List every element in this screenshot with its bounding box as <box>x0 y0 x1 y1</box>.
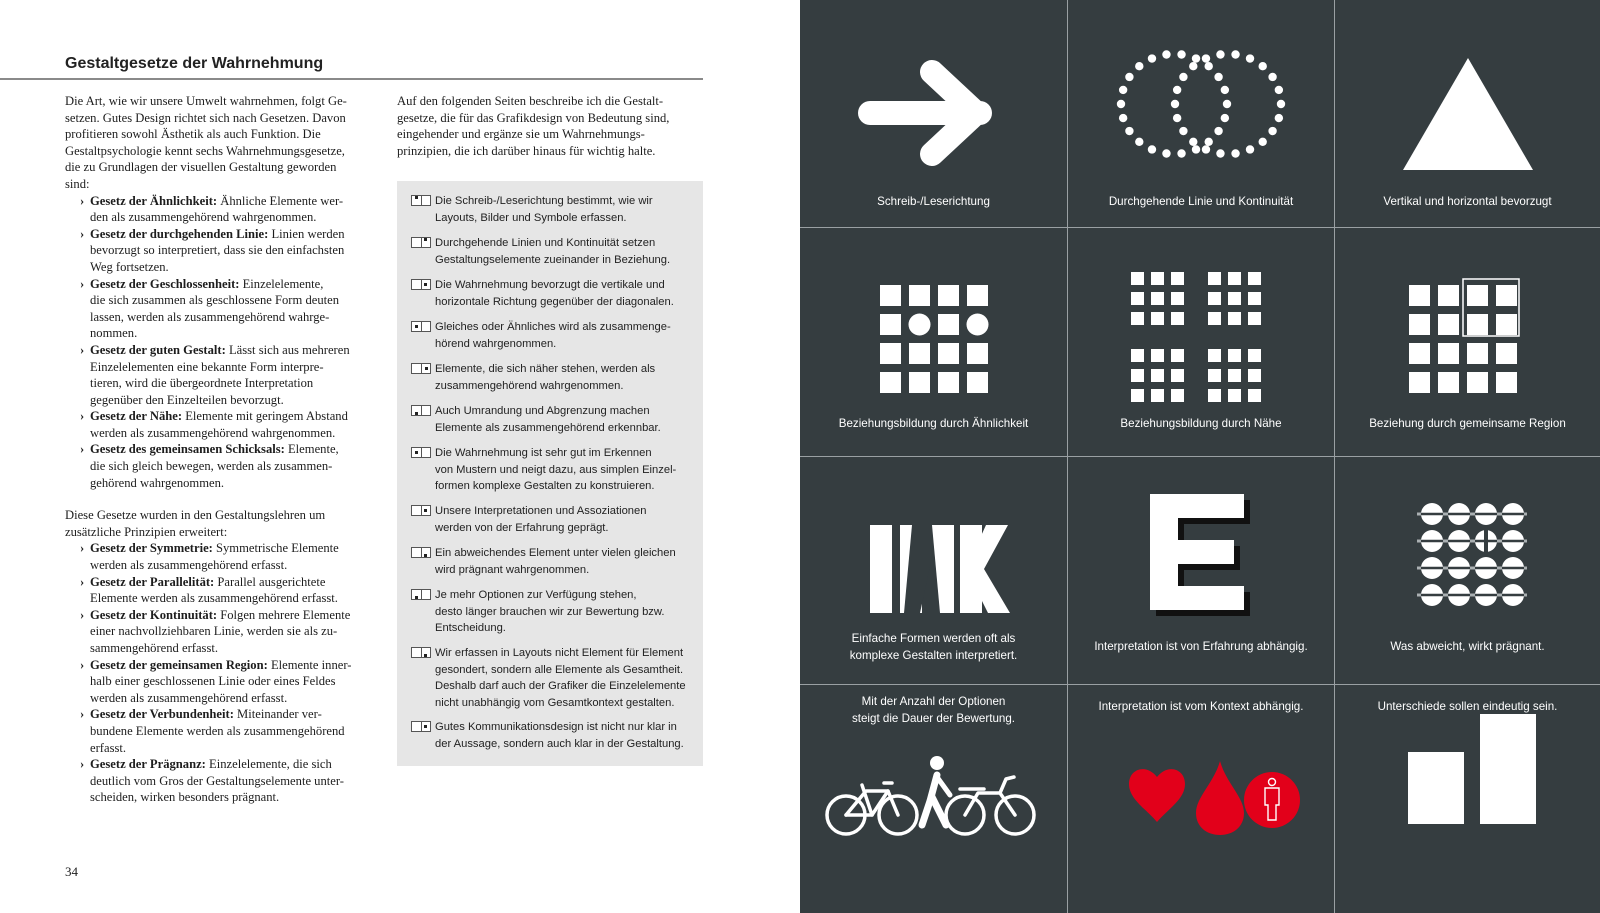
principles-intro: Diese Gesetze wurden in den Gestaltungslehren um zusätzliche Prinzipien erweitert: <box>65 508 326 539</box>
list-item: › Gesetz der Geschlossenheit: Einzelelemente, die sich zusammen als geschlossene Form deuten lassen, werden als zusammengehörend wahrge- nommen. <box>90 276 375 342</box>
proximity-groups-icon <box>1131 272 1261 402</box>
list-item: Je mehr Optionen zur Verfügung stehen, desto länger brauchen wir zur Bewertung bzw. Entscheidung. <box>411 587 696 637</box>
layout-grid-icon <box>411 547 431 558</box>
caption: Unterschiede sollen eindeutig sein. <box>1377 700 1558 713</box>
cell-vertical-horizontal <box>1335 0 1600 227</box>
layout-grid-icon <box>411 195 431 206</box>
triangle-icon <box>1403 58 1533 170</box>
layout-grid-icon <box>411 721 431 732</box>
list-item: Gleiches oder Ähnliches wird als zusammenge- hörend wahrgenommen. <box>411 319 696 352</box>
page-heading: Gestaltgesetze der Wahrnehmung <box>65 55 324 72</box>
list-item: › Gesetz der Ähnlichkeit: Ähnliche Elemente wer- den als zusammengehörend wahrgenommen. <box>90 193 375 226</box>
cell-clear-differences <box>1335 685 1600 913</box>
intro-paragraph: Die Art, wie wir unsere Umwelt wahrnehmen, folgt Ge- setzen. Gutes Design richtet sich nach Gesetzen. Davon profitieren sowohl Ästhetik als auch Funktion. Die Gestaltpsychologie kennt sechs Wahrnehmungsgesetze, die zu Grundlagen der visuellen Gestaltung geworden sind: <box>65 94 347 191</box>
drop-icon <box>1196 761 1244 835</box>
list-item: › Gesetz der Prägnanz: Einzelelemente, die sich deutlich vom Gros der Gestaltungselemente unter- scheiden, wirken besonders prägnant. <box>90 756 375 806</box>
list-item: › Gesetz der Kontinuität: Folgen mehrere Elemente einer nachvollziehbaren Linie, werden sie als zu- sammengehörend erfasst. <box>90 607 375 657</box>
list-item: › Gesetz der Verbundenheit: Miteinander ver- bundene Elemente werden als zusammengehörend erfasst. <box>90 706 375 756</box>
cell-continuity <box>1068 0 1334 227</box>
list-item: Durchgehende Linien und Kontinuität setzen Gestaltungselemente zueinander in Beziehung. <box>411 235 696 268</box>
list-item: Auch Umrandung und Abgrenzung machen Elemente als zusammengehörend erkennbar. <box>411 403 696 436</box>
list-item: Die Wahrnehmung bevorzugt die vertikale und horizontale Richtung gegenüber der diagonalen. <box>411 277 696 310</box>
cell-context <box>1068 685 1334 913</box>
layout-grid-icon <box>411 363 431 374</box>
principles-list <box>65 540 375 806</box>
letter-e-icon <box>1150 494 1250 616</box>
caption: Mit der Anzahl der Optionen steigt die Dauer der Bewertung. <box>851 695 1016 725</box>
dotted-circles-icon <box>1117 50 1285 157</box>
clear-differences-illustration <box>1335 685 1600 913</box>
list-item: Die Wahrnehmung ist sehr gut im Erkennen von Mustern und neigt dazu, aus simplen Einzel- formen komplexe Gestalten zu konstruieren. <box>411 445 696 495</box>
heart-icon <box>1129 769 1185 822</box>
caption: Durchgehende Linie und Kontinuität <box>1108 195 1294 208</box>
heading-rule <box>0 78 703 80</box>
second-text-column <box>397 93 702 159</box>
cell-similarity <box>800 228 1067 456</box>
list-item: Unsere Interpretationen und Assoziationen werden von der Erfahrung geprägt. <box>411 503 696 536</box>
cell-reading-direction <box>800 0 1067 227</box>
list-item: Elemente, die sich näher stehen, werden als zusammengehörend wahrgenommen. <box>411 361 696 394</box>
layout-grid-icon <box>411 237 431 248</box>
laws-list <box>65 193 375 492</box>
layout-grid-icon <box>411 647 431 658</box>
layout-grid-icon <box>411 279 431 290</box>
layout-grid-icon <box>411 589 431 600</box>
caption: Was abweicht, wirkt prägnant. <box>1390 640 1545 653</box>
context-symbols-icon <box>1129 761 1300 835</box>
list-item: Die Schreib-/Leserichtung bestimmt, wie wir Layouts, Bilder und Symbole erfassen. <box>411 193 696 226</box>
layout-grid-icon <box>411 447 431 458</box>
list-item: › Gesetz der gemeinsamen Region: Elemente inner- halb einer geschlossenen Linie oder eines Feldes werden als zusammengehörend erfasst. <box>90 657 375 707</box>
clear-difference-icon <box>1408 714 1536 824</box>
caption: Beziehungsbildung durch Ähnlichkeit <box>838 417 1029 430</box>
cell-experience <box>1068 457 1334 684</box>
caption: Einfache Formen werden oft als komplexe Gestalten interpretiert. <box>849 632 1018 662</box>
list-item: › Gesetz der Nähe: Elemente mit geringem Abstand werden als zusammengehörend wahrgenommen. <box>90 408 375 441</box>
caption: Interpretation ist vom Kontext abhängig. <box>1098 700 1304 713</box>
list-item: Ein abweichendes Element unter vielen gleichen wird prägnant wahrgenommen. <box>411 545 696 578</box>
cell-proximity <box>1068 228 1334 456</box>
page-number: 34 <box>65 864 78 879</box>
cell-pragnanz <box>1335 457 1600 684</box>
list-item: › Gesetz der guten Gestalt: Lässt sich aus mehreren Einzelelementen eine bekannte Form interpre- tieren, wird die übergeordnete Interpretation gegenüber den Einzelteilen bevorzugt. <box>90 342 375 408</box>
context-illustration <box>1068 685 1334 913</box>
cell-good-gestalt <box>800 457 1067 684</box>
list-item: › Gesetz der Symmetrie: Symmetrische Elemente werden als zusammengehörend erfasst. <box>90 540 375 573</box>
main-text-column <box>65 93 375 806</box>
list-item: Wir erfassen in Layouts nicht Element für Element gesondert, sondern alle Elemente als Gesamtheit. Deshalb darf auch der Grafiker die Einzelelemente nicht unabhängig vom Gesamtkontext gestalten. <box>411 645 696 711</box>
transport-options-icon <box>827 756 1034 834</box>
cell-options <box>800 685 1067 913</box>
layout-grid-icon <box>411 321 431 332</box>
common-region-icon <box>1409 279 1519 393</box>
similarity-grid-icon <box>880 285 989 393</box>
caption: Schreib-/Leserichtung <box>877 195 990 208</box>
caption: Vertikal und horizontal bevorzugt <box>1383 195 1552 208</box>
caption: Interpretation ist von Erfahrung abhängig. <box>1094 640 1308 653</box>
list-item: › Gesetz der durchgehenden Linie: Linien werden bevorzugt so interpretiert, dass sie den einfachsten Weg fortsetzen. <box>90 226 375 276</box>
list-item: › Gesetz der Parallelität: Parallel ausgerichtete Elemente werden als zusammengehörend erfasst. <box>90 574 375 607</box>
illustration-panel <box>800 0 1600 913</box>
col2-intro: Auf den folgenden Seiten beschreibe ich die Gestalt- gesetze, die für das Grafikdesign von Bedeutung sind, eingehender und ergänze sie um Wahrnehmungs- prinzipien, die ich darüber hinaus für wichtig halte. <box>397 94 670 158</box>
ink-letters-icon <box>870 525 1010 613</box>
caption: Beziehung durch gemeinsame Region <box>1369 417 1566 430</box>
layout-grid-icon <box>411 505 431 516</box>
cell-common-region <box>1335 228 1600 456</box>
caption: Beziehungsbildung durch Nähe <box>1120 417 1282 430</box>
list-item: Gutes Kommunikationsdesign ist nicht nur klar in der Aussage, sondern auch klar in der Gestaltung. <box>411 719 696 752</box>
layout-grid-icon <box>411 405 431 416</box>
summary-box <box>397 181 703 766</box>
pragnanz-dots-icon <box>1417 503 1527 606</box>
list-item: › Gesetz des gemeinsamen Schicksals: Elemente, die sich gleich bewegen, werden als zusammen- gehörend wahrgenommen. <box>90 441 375 491</box>
